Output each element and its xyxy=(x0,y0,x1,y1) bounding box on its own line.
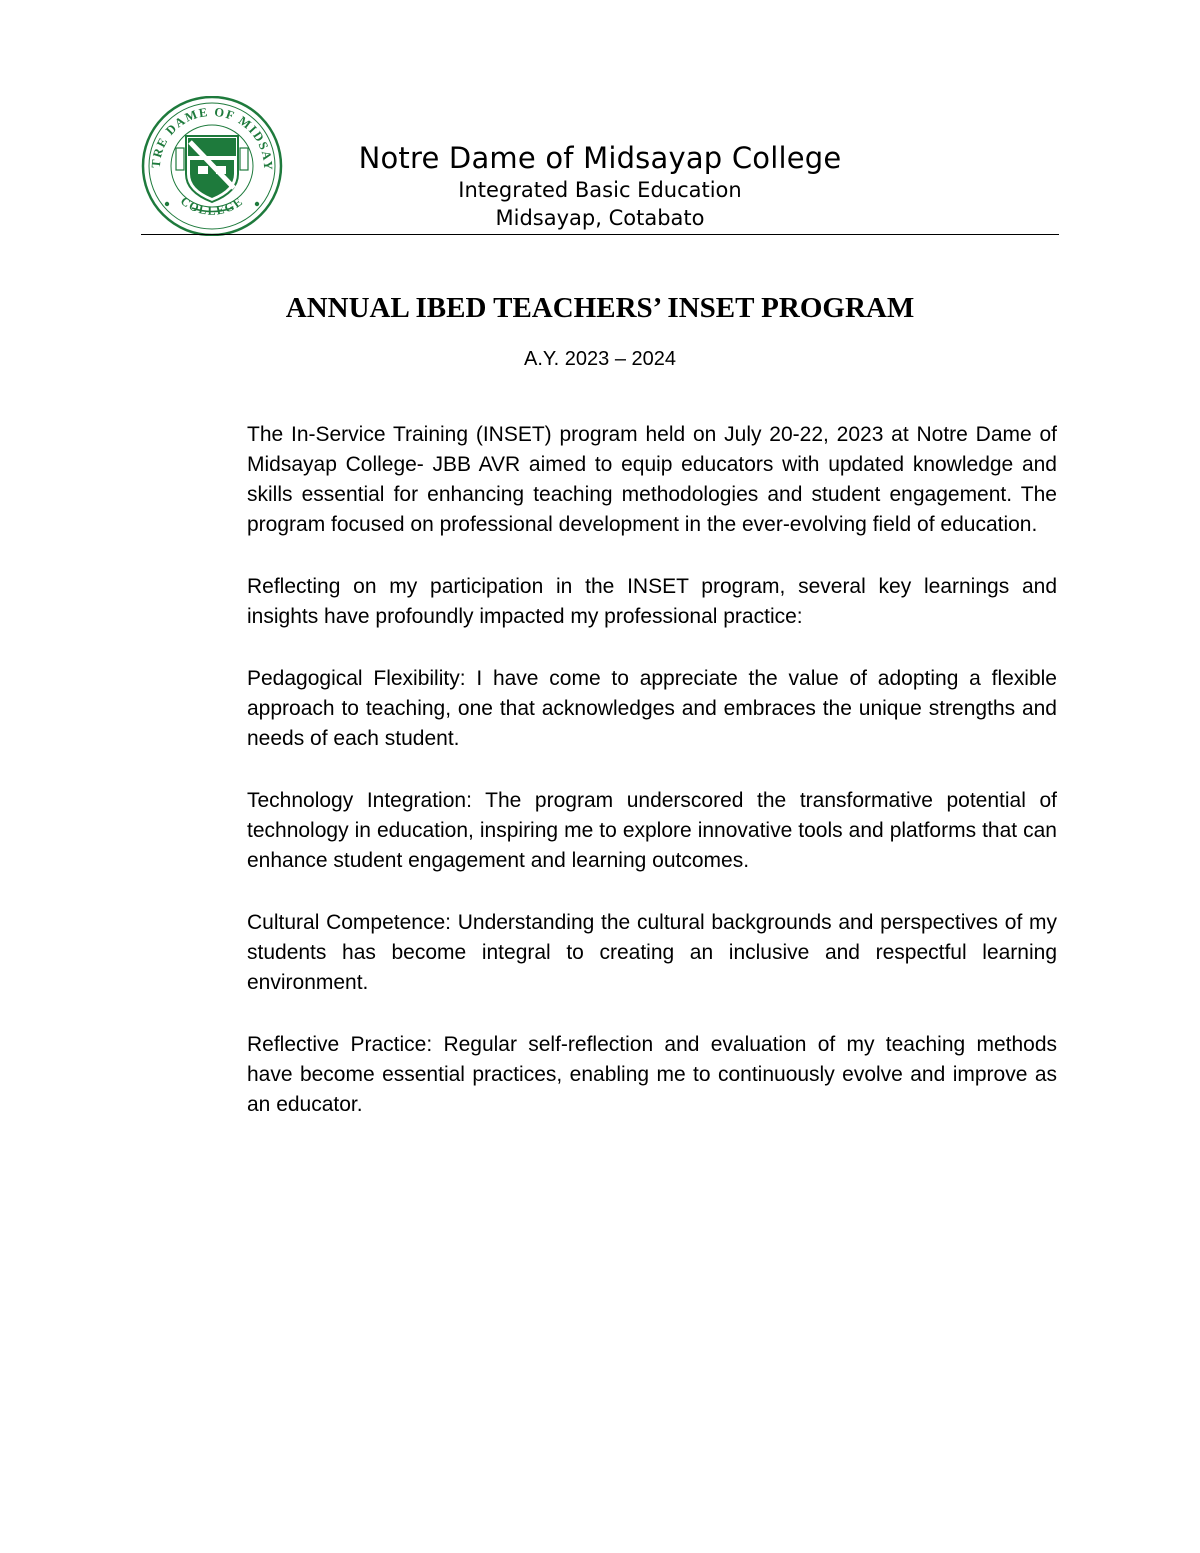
paragraph-intro: The In-Service Training (INSET) program held on July 20-22, 2023 at Notre Dame of Midsayap College- JBB AVR aimed to equip educators with updated knowledge and skills essential for enhancing teaching methodologies and student engagement. The program focused on professional development in the ever-evolving field of education. xyxy=(247,423,1057,536)
department-name: Integrated Basic Education xyxy=(458,178,742,202)
school-seal-icon xyxy=(140,96,284,236)
letterhead xyxy=(300,140,900,232)
seal-top-text: TRE DAME OF MIDSAY xyxy=(148,104,276,171)
document-title: ANNUAL IBED TEACHERS’ INSET PROGRAM xyxy=(285,292,915,324)
paragraph-cultural-competence: Cultural Competence: Understanding the cultural backgrounds and perspectives of my students has become integral to creating an inclusive and respectful learning environment. xyxy=(247,911,1057,994)
seal-bottom-text: COLLEGE xyxy=(178,193,246,218)
paragraph-reflection: Reflecting on my participation in the INSET program, several key learnings and insights have profoundly impacted my professional practice: xyxy=(247,575,1057,628)
paragraph-technology-integration: Technology Integration: The program underscored the transformative potential of technology in education, inspiring me to explore innovative tools and platforms that can enhance student engagement and learning outcomes. xyxy=(247,789,1057,872)
header-divider xyxy=(141,234,1059,235)
college-name: Notre Dame of Midsayap College xyxy=(358,141,842,175)
paragraph-pedagogical-flexibility: Pedagogical Flexibility: I have come to appreciate the value of adopting a flexible approach to teaching, one that acknowledges and embraces the unique strengths and needs of each student. xyxy=(247,667,1057,750)
paragraph-reflective-practice: Reflective Practice: Regular self-reflection and evaluation of my teaching methods have become essential practices, enabling me to continuously evolve and improve as an educator. xyxy=(247,1033,1057,1116)
academic-year: A.Y. 2023 – 2024 xyxy=(524,348,676,370)
document-body xyxy=(247,420,1057,1152)
location: Midsayap, Cotabato xyxy=(495,206,705,230)
